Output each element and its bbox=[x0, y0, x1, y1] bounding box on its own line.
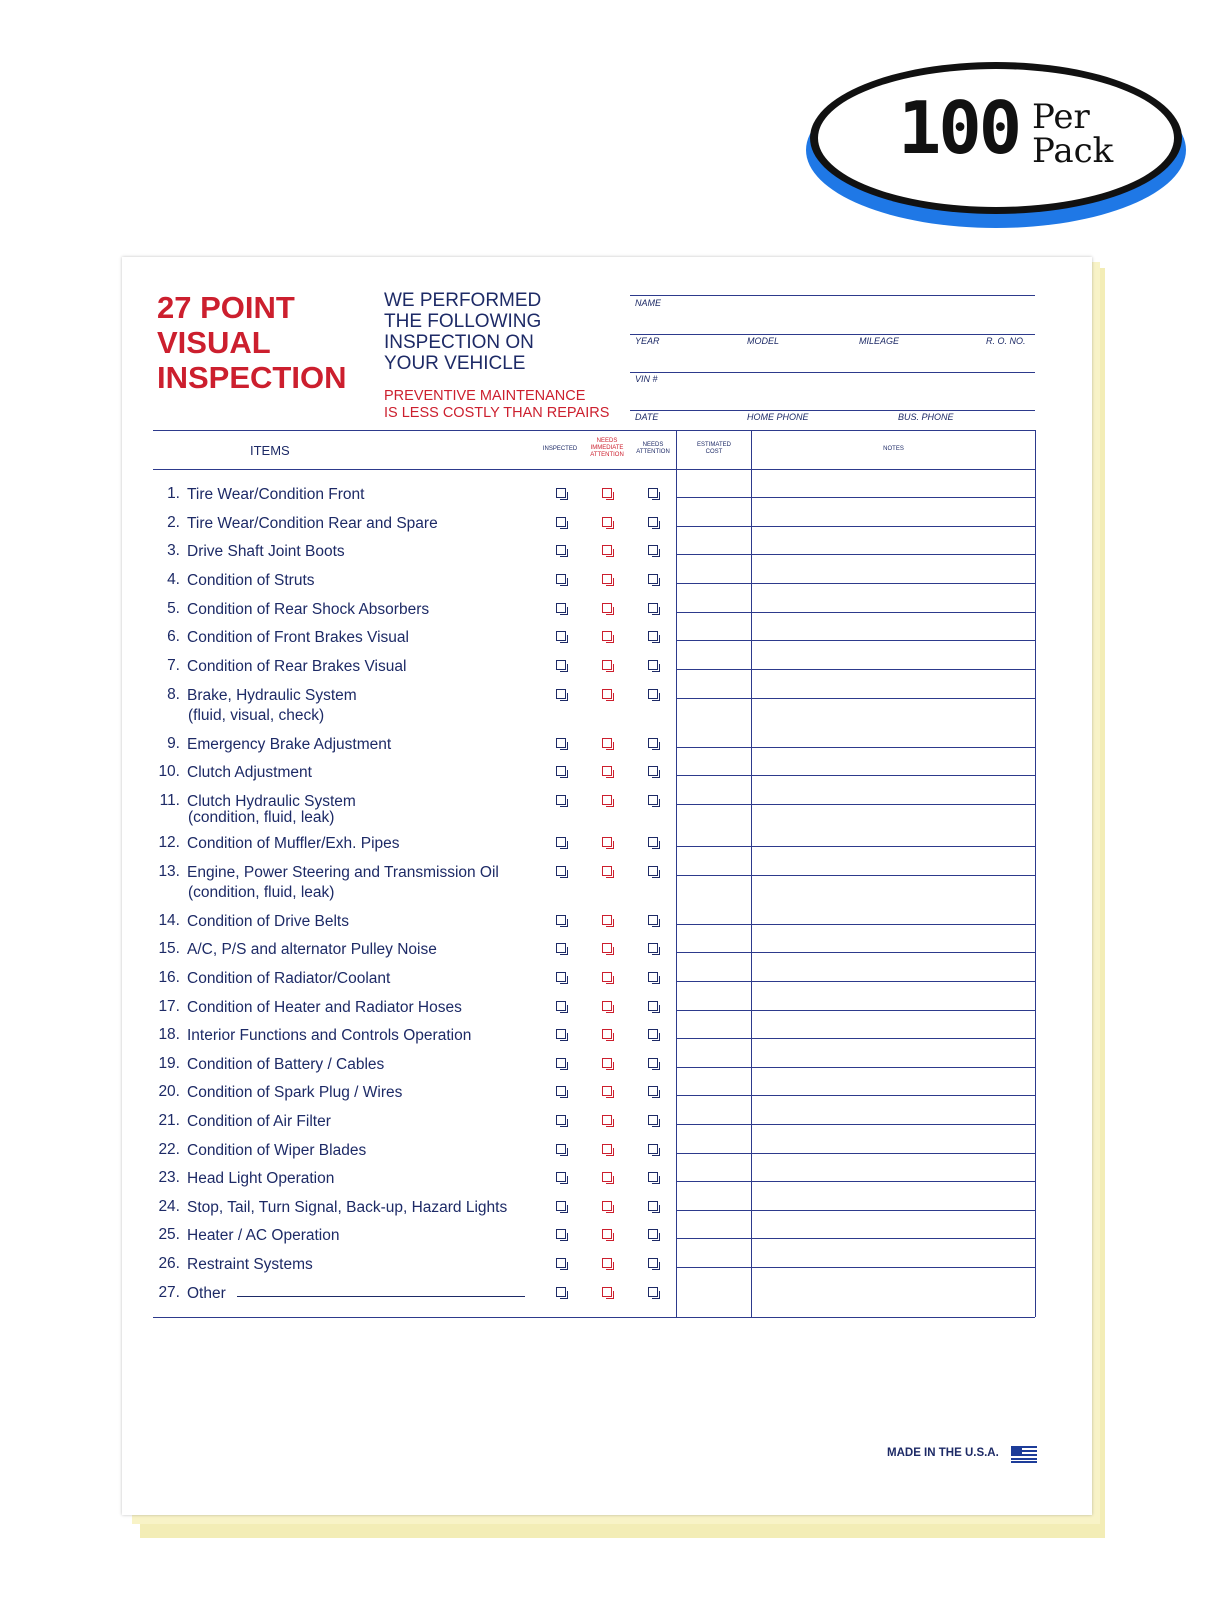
notes-cell[interactable] bbox=[752, 1124, 1034, 1153]
item-sublabel: (condition, fluid, leak) bbox=[188, 884, 335, 901]
estimated-cost-cell[interactable] bbox=[677, 526, 750, 554]
needs-attention-checkbox[interactable] bbox=[648, 1115, 658, 1125]
inspected-checkbox[interactable] bbox=[556, 766, 566, 776]
inspected-checkbox[interactable] bbox=[556, 603, 566, 613]
preventive-text bbox=[384, 388, 609, 422]
estimated-cost-cell[interactable] bbox=[677, 497, 750, 526]
header-line: COST bbox=[705, 449, 723, 455]
badge-number: 100 bbox=[898, 86, 1020, 170]
needs-attention-checkbox[interactable] bbox=[648, 1058, 658, 1068]
mileage-label: MILEAGE bbox=[859, 336, 900, 346]
item-label: Condition of Struts bbox=[187, 572, 315, 589]
vehicle-field-line[interactable] bbox=[630, 334, 1035, 335]
notes-cell[interactable] bbox=[752, 1067, 1034, 1095]
immediate-attention-checkbox[interactable] bbox=[602, 1029, 612, 1039]
notes-cell[interactable] bbox=[752, 669, 1034, 698]
inspected-checkbox[interactable] bbox=[556, 545, 566, 555]
notes-cell[interactable] bbox=[752, 1095, 1034, 1124]
inspected-checkbox[interactable] bbox=[556, 1058, 566, 1068]
notes-cell[interactable] bbox=[752, 1038, 1034, 1067]
item-label: Condition of Air Filter bbox=[187, 1113, 331, 1130]
item-label: Condition of Spark Plug / Wires bbox=[187, 1084, 403, 1101]
notes-cell[interactable] bbox=[752, 1010, 1034, 1038]
immediate-attention-checkbox[interactable] bbox=[602, 795, 612, 805]
notes-cell[interactable] bbox=[752, 583, 1034, 612]
item-label: Clutch Hydraulic System bbox=[187, 793, 356, 810]
performed-line: YOUR VEHICLE bbox=[384, 353, 526, 374]
needs-attention-checkbox[interactable] bbox=[648, 574, 658, 584]
item-number: 25. bbox=[158, 1226, 180, 1243]
item-sublabel: (fluid, visual, check) bbox=[188, 707, 325, 724]
estimated-cost-cell[interactable] bbox=[677, 612, 750, 640]
estimated-cost-cell[interactable] bbox=[677, 875, 750, 924]
item-label: Heater / AC Operation bbox=[187, 1227, 340, 1244]
immediate-attention-checkbox[interactable] bbox=[602, 837, 612, 847]
item-label: Condition of Muffler/Exh. Pipes bbox=[187, 835, 400, 852]
inspected-checkbox[interactable] bbox=[556, 1001, 566, 1011]
item-label: Condition of Front Brakes Visual bbox=[187, 629, 409, 646]
needs-attention-checkbox[interactable] bbox=[648, 1144, 658, 1154]
item-number: 9. bbox=[167, 735, 180, 752]
estimated-cost-cell[interactable] bbox=[677, 952, 750, 981]
estimated-cost-cell[interactable] bbox=[677, 775, 750, 804]
estimated-cost-cell[interactable] bbox=[677, 924, 750, 952]
item-label: Head Light Operation bbox=[187, 1170, 335, 1187]
inspected-checkbox[interactable] bbox=[556, 1229, 566, 1239]
preventive-line: IS LESS COSTLY THAN REPAIRS bbox=[384, 405, 610, 421]
vin-field-line[interactable] bbox=[630, 372, 1035, 373]
immediate-attention-checkbox[interactable] bbox=[602, 1201, 612, 1211]
inspected-checkbox[interactable] bbox=[556, 660, 566, 670]
needs-attention-checkbox[interactable] bbox=[648, 603, 658, 613]
needs-attention-checkbox[interactable] bbox=[648, 631, 658, 641]
inspected-checkbox[interactable] bbox=[556, 915, 566, 925]
inspected-checkbox[interactable] bbox=[556, 1172, 566, 1182]
item-number: 21. bbox=[158, 1112, 180, 1129]
immediate-attention-checkbox[interactable] bbox=[602, 915, 612, 925]
immediate-attention-checkbox[interactable] bbox=[602, 1144, 612, 1154]
inspected-checkbox[interactable] bbox=[556, 1029, 566, 1039]
inspected-checkbox[interactable] bbox=[556, 1115, 566, 1125]
title-line: VISUAL bbox=[157, 325, 271, 360]
notes-cell[interactable] bbox=[752, 747, 1034, 775]
item-label: Stop, Tail, Turn Signal, Back-up, Hazard Lights bbox=[187, 1199, 508, 1216]
needs-attention-checkbox[interactable] bbox=[648, 866, 658, 876]
needs-attention-checkbox[interactable] bbox=[648, 1001, 658, 1011]
needs-attention-checkbox[interactable] bbox=[648, 517, 658, 527]
item-label: Condition of Heater and Radiator Hoses bbox=[187, 999, 462, 1016]
estimated-cost-cell[interactable] bbox=[677, 747, 750, 775]
year-label: YEAR bbox=[635, 336, 660, 346]
estimated-cost-cell[interactable] bbox=[677, 1124, 750, 1153]
notes-column-right-rule bbox=[1035, 430, 1036, 1317]
immediate-attention-checkbox[interactable] bbox=[602, 972, 612, 982]
bus-phone-label: BUS. PHONE bbox=[898, 412, 954, 422]
header-line: ESTIMATED bbox=[697, 442, 731, 448]
needs-attention-checkbox[interactable] bbox=[648, 1172, 658, 1182]
form-title bbox=[157, 290, 346, 395]
estimated-cost-cell[interactable] bbox=[677, 669, 750, 698]
notes-cell[interactable] bbox=[752, 554, 1034, 583]
inspected-checkbox[interactable] bbox=[556, 1287, 566, 1297]
model-label: MODEL bbox=[747, 336, 780, 346]
needs-attention-checkbox[interactable] bbox=[648, 1258, 658, 1268]
item-number: 8. bbox=[167, 686, 180, 703]
item-number: 12. bbox=[158, 834, 180, 851]
notes-cell[interactable] bbox=[752, 1267, 1034, 1296]
header-line: NEEDS bbox=[642, 442, 664, 448]
estimated-cost-cell[interactable] bbox=[677, 640, 750, 669]
header-line: ATTENTION bbox=[590, 452, 624, 458]
notes-cell[interactable] bbox=[752, 640, 1034, 669]
inspected-checkbox[interactable] bbox=[556, 517, 566, 527]
inspected-checkbox[interactable] bbox=[556, 1086, 566, 1096]
item-number: 13. bbox=[158, 863, 180, 880]
ro-number-label: R. O. NO. bbox=[986, 336, 1026, 346]
item-label: Tire Wear/Condition Rear and Spare bbox=[187, 515, 438, 532]
estimated-cost-cell[interactable] bbox=[677, 1181, 750, 1210]
item-number: 4. bbox=[167, 571, 180, 588]
notes-cell[interactable] bbox=[752, 1238, 1034, 1267]
immediate-attention-checkbox[interactable] bbox=[602, 1258, 612, 1268]
items-header: ITEMS bbox=[250, 443, 290, 458]
estimated-cost-cell[interactable] bbox=[677, 981, 750, 1010]
immediate-attention-header bbox=[584, 438, 630, 459]
immediate-attention-checkbox[interactable] bbox=[602, 517, 612, 527]
needs-attention-checkbox[interactable] bbox=[648, 1086, 658, 1096]
item-label: Interior Functions and Controls Operation bbox=[187, 1027, 472, 1044]
performed-line: THE FOLLOWING bbox=[384, 311, 542, 332]
header-line: ATTENTION bbox=[636, 449, 670, 455]
needs-attention-checkbox[interactable] bbox=[648, 660, 658, 670]
item-number: 7. bbox=[167, 657, 180, 674]
us-flag-icon bbox=[1011, 1446, 1037, 1463]
item-label: Condition of Radiator/Coolant bbox=[187, 970, 391, 987]
table-bottom-rule bbox=[153, 1317, 1035, 1318]
estimated-cost-cell[interactable] bbox=[677, 554, 750, 583]
needs-attention-checkbox[interactable] bbox=[648, 1029, 658, 1039]
item-label: Drive Shaft Joint Boots bbox=[187, 543, 345, 560]
estimated-cost-cell[interactable] bbox=[677, 1067, 750, 1095]
immediate-attention-checkbox[interactable] bbox=[602, 1086, 612, 1096]
needs-attention-checkbox[interactable] bbox=[648, 766, 658, 776]
immediate-attention-checkbox[interactable] bbox=[602, 1287, 612, 1297]
item-number: 3. bbox=[167, 542, 180, 559]
notes-cell[interactable] bbox=[752, 526, 1034, 554]
vin-label: VIN # bbox=[635, 374, 658, 384]
estimated-cost-cell[interactable] bbox=[677, 1038, 750, 1067]
notes-cell[interactable] bbox=[752, 1181, 1034, 1210]
immediate-attention-checkbox[interactable] bbox=[602, 1172, 612, 1182]
needs-attention-checkbox[interactable] bbox=[648, 943, 658, 953]
needs-attention-checkbox[interactable] bbox=[648, 488, 658, 498]
estimated-cost-cell[interactable] bbox=[677, 1010, 750, 1038]
item-label: Tire Wear/Condition Front bbox=[187, 486, 365, 503]
performed-line: INSPECTION ON bbox=[384, 332, 534, 353]
preventive-line: PREVENTIVE MAINTENANCE bbox=[384, 388, 586, 404]
inspected-checkbox[interactable] bbox=[556, 1144, 566, 1154]
estimated-cost-cell[interactable] bbox=[677, 583, 750, 612]
estimated-cost-header bbox=[678, 442, 750, 456]
title-line: INSPECTION bbox=[157, 360, 347, 395]
notes-cell[interactable] bbox=[752, 875, 1034, 924]
notes-cell[interactable] bbox=[752, 981, 1034, 1010]
immediate-attention-checkbox[interactable] bbox=[602, 766, 612, 776]
made-in-usa: MADE IN THE U.S.A. bbox=[887, 1447, 999, 1459]
estimated-cost-cell[interactable] bbox=[677, 1210, 750, 1238]
immediate-attention-checkbox[interactable] bbox=[602, 603, 612, 613]
inspected-checkbox[interactable] bbox=[556, 738, 566, 748]
item-number: 18. bbox=[158, 1026, 180, 1043]
date-label: DATE bbox=[635, 412, 659, 422]
immediate-attention-checkbox[interactable] bbox=[602, 689, 612, 699]
notes-cell[interactable] bbox=[752, 612, 1034, 640]
estimated-cost-cell[interactable] bbox=[677, 846, 750, 875]
performed-text bbox=[384, 290, 541, 374]
inspected-checkbox[interactable] bbox=[556, 488, 566, 498]
item-number: 2. bbox=[167, 514, 180, 531]
performed-line: WE PERFORMED bbox=[384, 290, 542, 311]
item-number: 5. bbox=[167, 600, 180, 617]
table-top-rule bbox=[153, 430, 1035, 431]
notes-cell[interactable] bbox=[752, 804, 1034, 846]
item-number: 23. bbox=[158, 1169, 180, 1186]
inspected-checkbox[interactable] bbox=[556, 837, 566, 847]
item-number: 6. bbox=[167, 628, 180, 645]
item-number: 16. bbox=[158, 969, 180, 986]
notes-cell[interactable] bbox=[752, 698, 1034, 747]
item-number: 1. bbox=[167, 485, 180, 502]
item-number: 10. bbox=[158, 763, 180, 780]
inspected-checkbox[interactable] bbox=[556, 574, 566, 584]
item-number: 22. bbox=[158, 1141, 180, 1158]
item-label: Restraint Systems bbox=[187, 1256, 313, 1273]
inspected-checkbox[interactable] bbox=[556, 795, 566, 805]
item-number: 20. bbox=[158, 1083, 180, 1100]
date-field-line[interactable] bbox=[630, 410, 1035, 411]
item-number: 15. bbox=[158, 940, 180, 957]
inspected-checkbox[interactable] bbox=[556, 866, 566, 876]
item-label: Brake, Hydraulic System bbox=[187, 687, 357, 704]
notes-header: NOTES bbox=[883, 446, 904, 452]
inspected-checkbox[interactable] bbox=[556, 943, 566, 953]
item-label: Condition of Rear Shock Absorbers bbox=[187, 601, 430, 618]
estimated-cost-cell[interactable] bbox=[677, 1095, 750, 1124]
immediate-attention-checkbox[interactable] bbox=[602, 660, 612, 670]
notes-cell[interactable] bbox=[752, 497, 1034, 526]
badge-pack: Pack bbox=[1032, 131, 1114, 171]
notes-cell[interactable] bbox=[752, 775, 1034, 804]
other-write-in-line[interactable] bbox=[237, 1296, 525, 1297]
badge-per: Per bbox=[1032, 97, 1090, 137]
per-pack-badge bbox=[806, 62, 1186, 228]
immediate-attention-checkbox[interactable] bbox=[602, 488, 612, 498]
estimated-cost-cell[interactable] bbox=[677, 698, 750, 747]
needs-attention-checkbox[interactable] bbox=[648, 545, 658, 555]
header-line: NEEDS bbox=[596, 438, 618, 444]
item-label: Condition of Wiper Blades bbox=[187, 1142, 367, 1159]
item-number: 24. bbox=[158, 1198, 180, 1215]
item-label: A/C, P/S and alternator Pulley Noise bbox=[187, 941, 437, 958]
item-label: Other bbox=[187, 1285, 226, 1302]
notes-cell[interactable] bbox=[752, 1210, 1034, 1238]
immediate-attention-checkbox[interactable] bbox=[602, 738, 612, 748]
needs-attention-checkbox[interactable] bbox=[648, 1287, 658, 1297]
immediate-attention-checkbox[interactable] bbox=[602, 1001, 612, 1011]
immediate-attention-checkbox[interactable] bbox=[602, 574, 612, 584]
name-field-line[interactable] bbox=[630, 295, 1035, 296]
inspected-checkbox[interactable] bbox=[556, 972, 566, 982]
estimated-cost-cell[interactable] bbox=[677, 804, 750, 846]
needs-attention-checkbox[interactable] bbox=[648, 915, 658, 925]
notes-cell[interactable] bbox=[752, 469, 1034, 497]
estimated-cost-cell[interactable] bbox=[677, 469, 750, 497]
inspected-header: INSPECTED bbox=[542, 446, 578, 452]
inspected-checkbox[interactable] bbox=[556, 1258, 566, 1268]
title-line: 27 POINT bbox=[157, 290, 295, 325]
inspected-checkbox[interactable] bbox=[556, 631, 566, 641]
needs-attention-checkbox[interactable] bbox=[648, 795, 658, 805]
estimated-cost-cell[interactable] bbox=[677, 1153, 750, 1181]
item-label: Condition of Drive Belts bbox=[187, 913, 349, 930]
name-label: NAME bbox=[635, 298, 662, 308]
home-phone-label: HOME PHONE bbox=[747, 412, 809, 422]
notes-cell[interactable] bbox=[752, 924, 1034, 952]
item-label: Engine, Power Steering and Transmission Oil bbox=[187, 864, 499, 881]
immediate-attention-checkbox[interactable] bbox=[602, 866, 612, 876]
immediate-attention-checkbox[interactable] bbox=[602, 943, 612, 953]
inspected-checkbox[interactable] bbox=[556, 1201, 566, 1211]
item-label: Condition of Rear Brakes Visual bbox=[187, 658, 407, 675]
inspected-checkbox[interactable] bbox=[556, 689, 566, 699]
immediate-attention-checkbox[interactable] bbox=[602, 631, 612, 641]
estimated-cost-cell[interactable] bbox=[677, 1267, 750, 1296]
notes-cell[interactable] bbox=[752, 846, 1034, 875]
notes-cell[interactable] bbox=[752, 1153, 1034, 1181]
item-number: 17. bbox=[158, 998, 180, 1015]
item-label: Emergency Brake Adjustment bbox=[187, 736, 392, 753]
item-number: 26. bbox=[158, 1255, 180, 1272]
item-label: Condition of Battery / Cables bbox=[187, 1056, 385, 1073]
needs-attention-checkbox[interactable] bbox=[648, 972, 658, 982]
item-number: 27. bbox=[158, 1284, 180, 1301]
item-label: Clutch Adjustment bbox=[187, 764, 312, 781]
immediate-attention-checkbox[interactable] bbox=[602, 545, 612, 555]
inspection-form-sheet bbox=[122, 257, 1092, 1515]
needs-attention-checkbox[interactable] bbox=[648, 1229, 658, 1239]
needs-attention-checkbox[interactable] bbox=[648, 837, 658, 847]
item-number: 14. bbox=[158, 912, 180, 929]
item-number: 11. bbox=[159, 792, 180, 809]
immediate-attention-checkbox[interactable] bbox=[602, 1115, 612, 1125]
badge-per-pack bbox=[1032, 97, 1114, 171]
header-line: IMMEDIATE bbox=[590, 445, 624, 451]
needs-attention-header bbox=[630, 442, 676, 456]
estimated-cost-cell[interactable] bbox=[677, 1238, 750, 1267]
immediate-attention-checkbox[interactable] bbox=[602, 1229, 612, 1239]
needs-attention-checkbox[interactable] bbox=[648, 689, 658, 699]
immediate-attention-checkbox[interactable] bbox=[602, 1058, 612, 1068]
item-number: 19. bbox=[158, 1055, 180, 1072]
notes-cell[interactable] bbox=[752, 952, 1034, 981]
needs-attention-checkbox[interactable] bbox=[648, 738, 658, 748]
needs-attention-checkbox[interactable] bbox=[648, 1201, 658, 1211]
item-sublabel: (condition, fluid, leak) bbox=[188, 809, 335, 826]
